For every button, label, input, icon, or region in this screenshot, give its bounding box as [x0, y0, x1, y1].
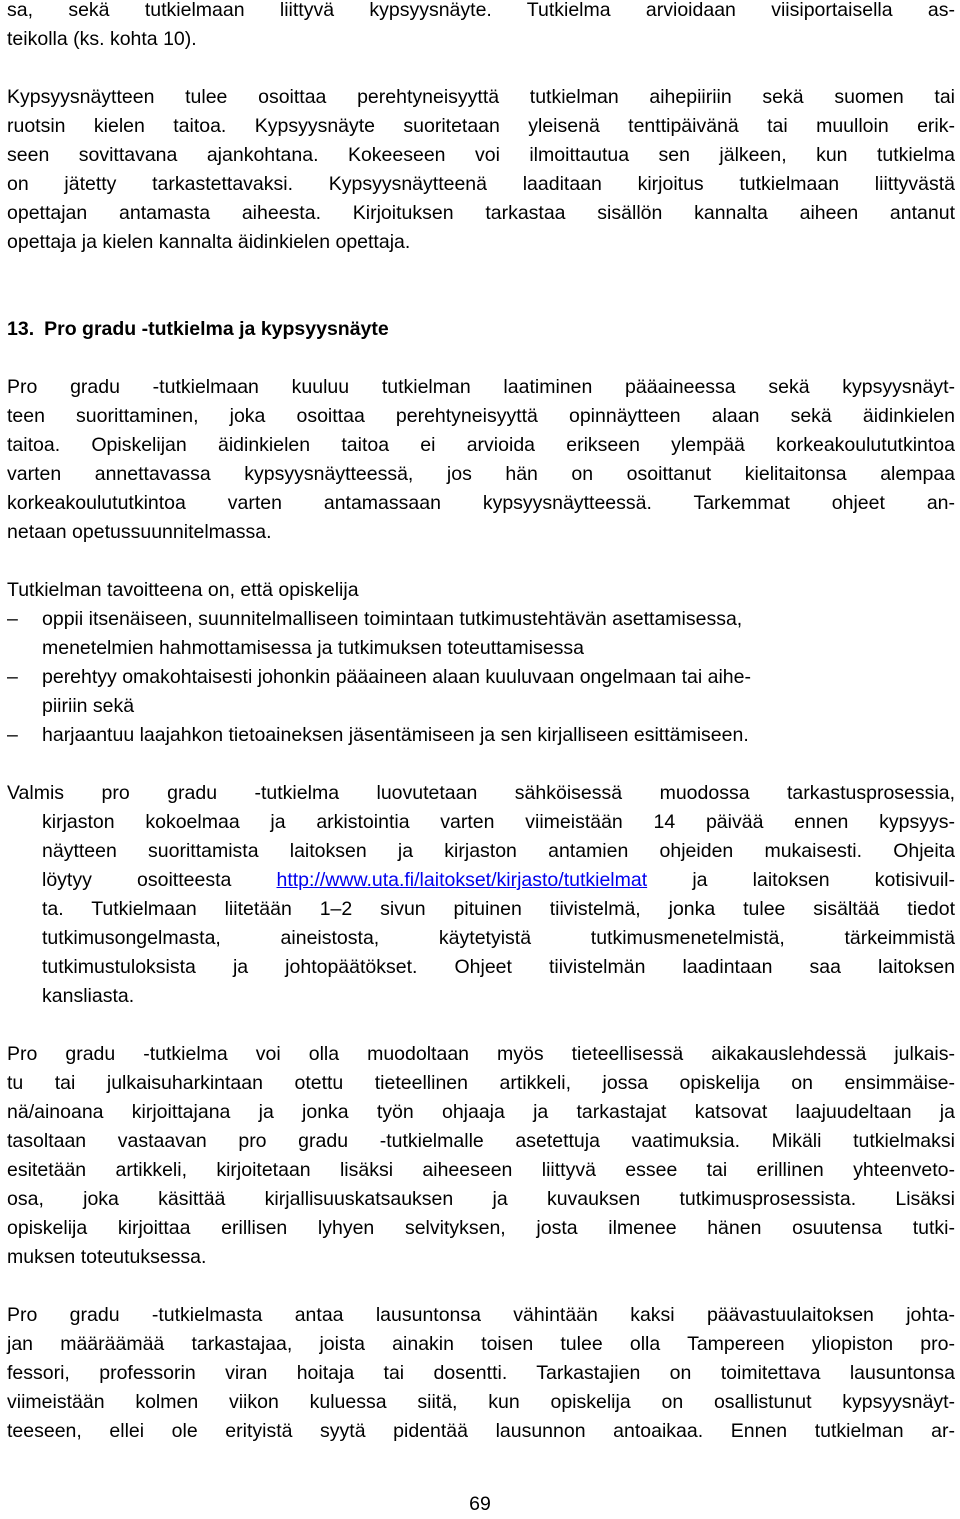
text-line: Valmis pro gradu -tutkielma luovutetaan sähköisessä muodossa tarkastusprosessia,: [7, 782, 955, 804]
paragraph-1: [7, 0, 955, 54]
text-line: kansliasta.: [42, 985, 135, 1007]
paragraph-3: [7, 373, 955, 547]
text-line: tasoltaan vastaavan pro gradu -tutkielmalle asetettuja vaatimuksia. Mikäli tutkielmaksi: [7, 1130, 955, 1152]
list-item-text: piiriin sekä: [42, 695, 135, 717]
paragraph-4: [7, 779, 955, 1011]
dash-bullet-icon: –: [7, 724, 18, 746]
list-item-text: harjaantuu laajahkon tietoaineksen jäsentämiseen ja sen kirjalliseen esittämiseen.: [42, 724, 749, 746]
text-line: nä/ainoana kirjoittajana ja jonka työn ohjaaja ja tarkastajat katsovat laajuudeltaan ja: [7, 1101, 955, 1123]
text-line: Pro gradu -tutkielmaan kuuluu tutkielman laatiminen pääaineessa sekä kypsyysnäyt-: [7, 376, 955, 398]
text-line: korkeakoulututkintoa varten antamassaan kypsyysnäytteessä. Tarkemmat ohjeet an-: [7, 492, 955, 514]
text-line: tu tai julkaisuharkintaan otettu tieteellinen artikkeli, jossa opiskelija on ensimmäise-: [7, 1072, 955, 1094]
text-line: Kypsyysnäytteen tulee osoittaa perehtyneisyyttä tutkielman aihepiiriin sekä suomen tai: [7, 86, 955, 108]
dash-bullet-icon: –: [7, 608, 18, 630]
list-item: [7, 605, 955, 663]
text-line: fessori, professorin viran hoitaja tai dosentti. Tarkastajien on toimitettava lausuntonsa: [7, 1362, 955, 1384]
text-line: ruotsin kielen taitoa. Kypsyysnäyte suoritetaan yleisenä tenttipäivänä tai muulloin erik-: [7, 115, 955, 137]
text-line: ta. Tutkielmaan liitetään 1–2 sivun pituinen tiivistelmä, jonka tulee sisältää tiedot: [42, 898, 955, 920]
text-line: netaan opetussuunnitelmassa.: [7, 521, 272, 543]
text-line: opiskelija kirjoittaa erillisen lyhyen selvityksen, josta ilmenee hänen osuutensa tutki-: [7, 1217, 955, 1239]
page-number: 69: [469, 1493, 491, 1515]
text-line: teeseen, ellei ole erityistä syytä pidentää lausunnon antoaikaa. Ennen tutkielman ar-: [7, 1420, 955, 1442]
paragraph-2: [7, 83, 955, 257]
dash-bullet-icon: –: [7, 666, 18, 688]
text-line: Pro gradu -tutkielmasta antaa lausuntonsa vähintään kaksi päävastuulaitoksen johta-: [7, 1304, 955, 1326]
list-item-text: perehtyy omakohtaisesti johonkin pääaineen alaan kuuluvaan ongelmaan tai aihe-: [42, 666, 751, 688]
text-line: osa, joka käsittää kirjallisuuskatsauksen ja kuvauksen tutkimusprosessista. Lisäksi: [7, 1188, 955, 1210]
list-item: [7, 663, 955, 721]
text-line: muksen toteutuksessa.: [7, 1246, 207, 1268]
list-item-text: oppii itsenäiseen, suunnitelmalliseen toimintaan tutkimustehtävän asettamisessa,: [42, 608, 743, 630]
text-line: viimeistään kolmen viikon kuluessa siitä, kun opiskelija on osallistunut kypsyysnäyt-: [7, 1391, 955, 1413]
text-line: kirjaston kokoelmaa ja arkistointia varten viimeistään 14 päivää ennen kypsyys-: [42, 811, 955, 833]
text-line: varten annettavassa kypsyysnäytteessä, jos hän on osoittanut kielitaitonsa alempaa: [7, 463, 955, 485]
text-line: on jätetty tarkastettavaksi. Kypsyysnäytteenä laaditaan kirjoitus tutkielmaan liittyvästä: [7, 173, 955, 195]
text-line: taitoa. Opiskelijan äidinkielen taitoa ei arvioida erikseen ylempää korkeakoulututkintoa: [7, 434, 955, 456]
text-line: tutkimusongelmasta, aineistosta, käytetyistä tutkimusmenetelmistä, tärkeimmistä: [42, 927, 955, 949]
text-line: esitetään artikkeli, kirjoitetaan lisäksi aiheeseen liittyvä essee tai erillinen yhteenveto-: [7, 1159, 955, 1181]
text-fragment: löytyy osoitteesta: [42, 869, 277, 891]
text-line: teen suorittaminen, joka osoittaa perehtyneisyyttä opinnäytteen alaan sekä äidinkielen: [7, 405, 955, 427]
text-line: opettaja ja kielen kannalta äidinkielen opettaja.: [7, 231, 411, 253]
text-line: sa, sekä tutkielmaan liittyvä kypsyysnäyte. Tutkielma arvioidaan viisiportaisella as-: [7, 0, 955, 21]
text-line: opettajan antamasta aiheesta. Kirjoituksen tarkastaa sisällön kannalta aiheen antanut: [7, 202, 955, 224]
text-line: teikolla (ks. kohta 10).: [7, 28, 197, 50]
section-heading: [7, 315, 955, 344]
goal-list: [7, 605, 955, 750]
text-line: Pro gradu -tutkielma voi olla muodoltaan myös tieteellisessä aikakauslehdessä julkais-: [7, 1043, 955, 1065]
document-page: [7, 0, 955, 1446]
section-title: Pro gradu -tutkielma ja kypsyysnäyte: [44, 318, 389, 340]
text-line: seen sovittavana ajankohtana. Kokeeseen voi ilmoittautua sen jälkeen, kun tutkielma: [7, 144, 955, 166]
text-line: jan määräämää tarkastajaa, joista ainakin toisen tulee olla Tampereen yliopiston pro-: [7, 1333, 955, 1355]
paragraph-5: [7, 1040, 955, 1272]
list-item: [7, 721, 955, 750]
section-number: 13.: [7, 318, 35, 340]
tutkielmat-link[interactable]: http://www.uta.fi/laitokset/kirjasto/tutkielmat: [276, 869, 648, 891]
paragraph-6: [7, 1301, 955, 1446]
text-line: näytteen suorittamista laitoksen ja kirjaston antamien ohjeiden mukaisesti. Ohjeita: [42, 840, 955, 862]
text-fragment: ja laitoksen kotisivuil-: [647, 869, 955, 891]
list-item-text: menetelmien hahmottamisessa ja tutkimuksen toteuttamisessa: [42, 637, 584, 659]
list-intro: Tutkielman tavoitteena on, että opiskelija: [7, 579, 359, 601]
text-line: tutkimustuloksista ja johtopäätökset. Ohjeet tiivistelmän laadintaan saa laitoksen: [42, 956, 955, 978]
